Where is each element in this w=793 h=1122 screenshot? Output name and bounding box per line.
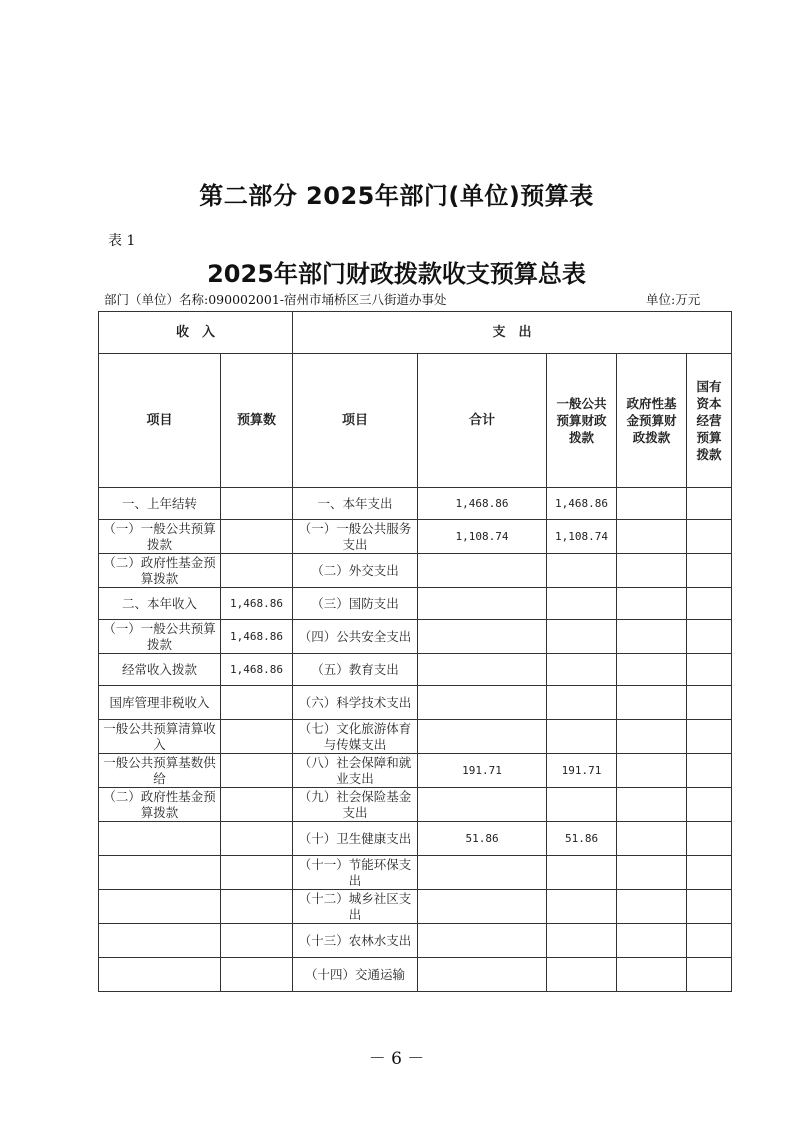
table-row [99, 488, 732, 520]
expense-total-cell [418, 588, 547, 620]
income-budget-cell [221, 856, 293, 890]
general-budget-cell [547, 856, 617, 890]
gov-fund-cell [617, 788, 687, 822]
expense-total-cell [418, 924, 547, 958]
state-capital-cell [687, 620, 732, 654]
expense-total-cell: 191.71 [418, 754, 547, 788]
gov-fund-cell [617, 686, 687, 720]
income-budget-cell [221, 788, 293, 822]
expense-item-cell: （十三）农林水支出 [293, 924, 418, 958]
expense-item-header: 项目 [293, 354, 418, 488]
expense-total-cell [418, 554, 547, 588]
table-row [99, 588, 732, 620]
expense-item-cell: （九）社会保险基金支出 [293, 788, 418, 822]
income-item-cell [99, 958, 221, 992]
unit-label: 单位:万元 [646, 292, 701, 307]
general-budget-cell: 1,468.86 [547, 488, 617, 520]
expense-total-cell [418, 958, 547, 992]
income-budget-cell: 1,468.86 [221, 654, 293, 686]
expense-item-cell: （四）公共安全支出 [293, 620, 418, 654]
gov-fund-cell [617, 856, 687, 890]
income-budget-cell [221, 520, 293, 554]
income-item-cell: （一）一般公共预算拨款 [99, 520, 221, 554]
general-budget-cell [547, 788, 617, 822]
gov-fund-cell [617, 720, 687, 754]
expense-item-cell: 一、本年支出 [293, 488, 418, 520]
gov-fund-cell [617, 822, 687, 856]
gov-fund-cell [617, 588, 687, 620]
expense-total-cell [418, 720, 547, 754]
state-capital-cell [687, 958, 732, 992]
expense-total-header: 合计 [418, 354, 547, 488]
expense-item-cell: （五）教育支出 [293, 654, 418, 686]
expense-total-cell: 51.86 [418, 822, 547, 856]
income-item-cell: 一般公共预算清算收入 [99, 720, 221, 754]
expense-item-cell: （十）卫生健康支出 [293, 822, 418, 856]
income-budget-header: 预算数 [221, 354, 293, 488]
expense-item-cell: （三）国防支出 [293, 588, 418, 620]
general-budget-cell: 1,108.74 [547, 520, 617, 554]
income-budget-cell [221, 554, 293, 588]
expense-total-cell: 1,468.86 [418, 488, 547, 520]
income-budget-cell [221, 720, 293, 754]
income-budget-cell [221, 822, 293, 856]
general-budget-cell [547, 620, 617, 654]
general-budget-header: 一般公共预算财政拨款 [547, 354, 617, 488]
income-item-cell: 经常收入拨款 [99, 654, 221, 686]
income-item-header: 项目 [99, 354, 221, 488]
general-budget-cell [547, 554, 617, 588]
income-item-cell: 国库管理非税收入 [99, 686, 221, 720]
state-capital-cell [687, 856, 732, 890]
income-item-cell: （二）政府性基金预算拨款 [99, 554, 221, 588]
table-row [99, 856, 732, 890]
table-row [99, 788, 732, 822]
gov-fund-cell [617, 554, 687, 588]
state-capital-cell [687, 520, 732, 554]
table-row [99, 822, 732, 856]
income-item-cell [99, 856, 221, 890]
gov-fund-header: 政府性基金预算财政拨款 [617, 354, 687, 488]
income-budget-cell [221, 686, 293, 720]
income-budget-cell [221, 754, 293, 788]
department-label: 部门（单位）名称:090002001-宿州市埇桥区三八街道办事处 [104, 292, 447, 307]
expense-total-cell [418, 890, 547, 924]
state-capital-cell [687, 488, 732, 520]
page-title: 第二部分 2025年部门(单位)预算表 [199, 182, 594, 210]
expense-item-cell: （八）社会保障和就业支出 [293, 754, 418, 788]
general-budget-cell: 191.71 [547, 754, 617, 788]
income-item-cell: 一、上年结转 [99, 488, 221, 520]
expense-item-cell: （十一）节能环保支出 [293, 856, 418, 890]
table-row [99, 554, 732, 588]
income-budget-cell: 1,468.86 [221, 588, 293, 620]
general-budget-cell [547, 588, 617, 620]
income-header: 收 入 [99, 312, 293, 354]
expense-header: 支 出 [293, 312, 732, 354]
income-budget-cell: 1,468.86 [221, 620, 293, 654]
table-number: 表 1 [108, 233, 136, 249]
income-item-cell: 一般公共预算基数供给 [99, 754, 221, 788]
general-budget-cell [547, 890, 617, 924]
state-capital-cell [687, 720, 732, 754]
table-row [99, 720, 732, 754]
gov-fund-cell [617, 890, 687, 924]
table-row [99, 654, 732, 686]
general-budget-cell [547, 686, 617, 720]
expense-item-cell: （十四）交通运输 [293, 958, 418, 992]
table-row [99, 620, 732, 654]
gov-fund-cell [617, 488, 687, 520]
general-budget-cell [547, 958, 617, 992]
income-budget-cell [221, 958, 293, 992]
general-budget-cell [547, 924, 617, 958]
budget-table [98, 311, 732, 992]
table-row [99, 754, 732, 788]
general-budget-cell: 51.86 [547, 822, 617, 856]
income-budget-cell [221, 890, 293, 924]
income-item-cell [99, 822, 221, 856]
state-capital-cell [687, 788, 732, 822]
expense-item-cell: （一）一般公共服务支出 [293, 520, 418, 554]
income-item-cell [99, 890, 221, 924]
gov-fund-cell [617, 654, 687, 686]
income-item-cell: 二、本年收入 [99, 588, 221, 620]
expense-total-cell [418, 654, 547, 686]
expense-total-cell [418, 620, 547, 654]
expense-item-cell: （七）文化旅游体育与传媒支出 [293, 720, 418, 754]
gov-fund-cell [617, 520, 687, 554]
page-number: － 6 － [368, 1049, 425, 1069]
table-row [99, 958, 732, 992]
expense-item-cell: （六）科学技术支出 [293, 686, 418, 720]
general-budget-cell [547, 720, 617, 754]
expense-item-cell: （二）外交支出 [293, 554, 418, 588]
expense-total-cell [418, 788, 547, 822]
income-item-cell: （一）一般公共预算拨款 [99, 620, 221, 654]
state-capital-cell [687, 890, 732, 924]
table-row [99, 924, 732, 958]
state-capital-cell [687, 654, 732, 686]
income-budget-cell [221, 924, 293, 958]
income-item-cell [99, 924, 221, 958]
table-row [99, 686, 732, 720]
gov-fund-cell [617, 754, 687, 788]
state-capital-cell [687, 924, 732, 958]
income-budget-cell [221, 488, 293, 520]
income-item-cell: （二）政府性基金预算拨款 [99, 788, 221, 822]
expense-item-cell: （十二）城乡社区支出 [293, 890, 418, 924]
expense-total-cell [418, 856, 547, 890]
state-capital-cell [687, 754, 732, 788]
expense-total-cell [418, 686, 547, 720]
expense-total-cell: 1,108.74 [418, 520, 547, 554]
table-title: 2025年部门财政拨款收支预算总表 [207, 260, 586, 288]
state-capital-header: 国有资本经营预算拨款 [687, 354, 732, 488]
table-row [99, 890, 732, 924]
general-budget-cell [547, 654, 617, 686]
gov-fund-cell [617, 924, 687, 958]
gov-fund-cell [617, 958, 687, 992]
table-row [99, 520, 732, 554]
state-capital-cell [687, 686, 732, 720]
state-capital-cell [687, 822, 732, 856]
state-capital-cell [687, 588, 732, 620]
state-capital-cell [687, 554, 732, 588]
gov-fund-cell [617, 620, 687, 654]
